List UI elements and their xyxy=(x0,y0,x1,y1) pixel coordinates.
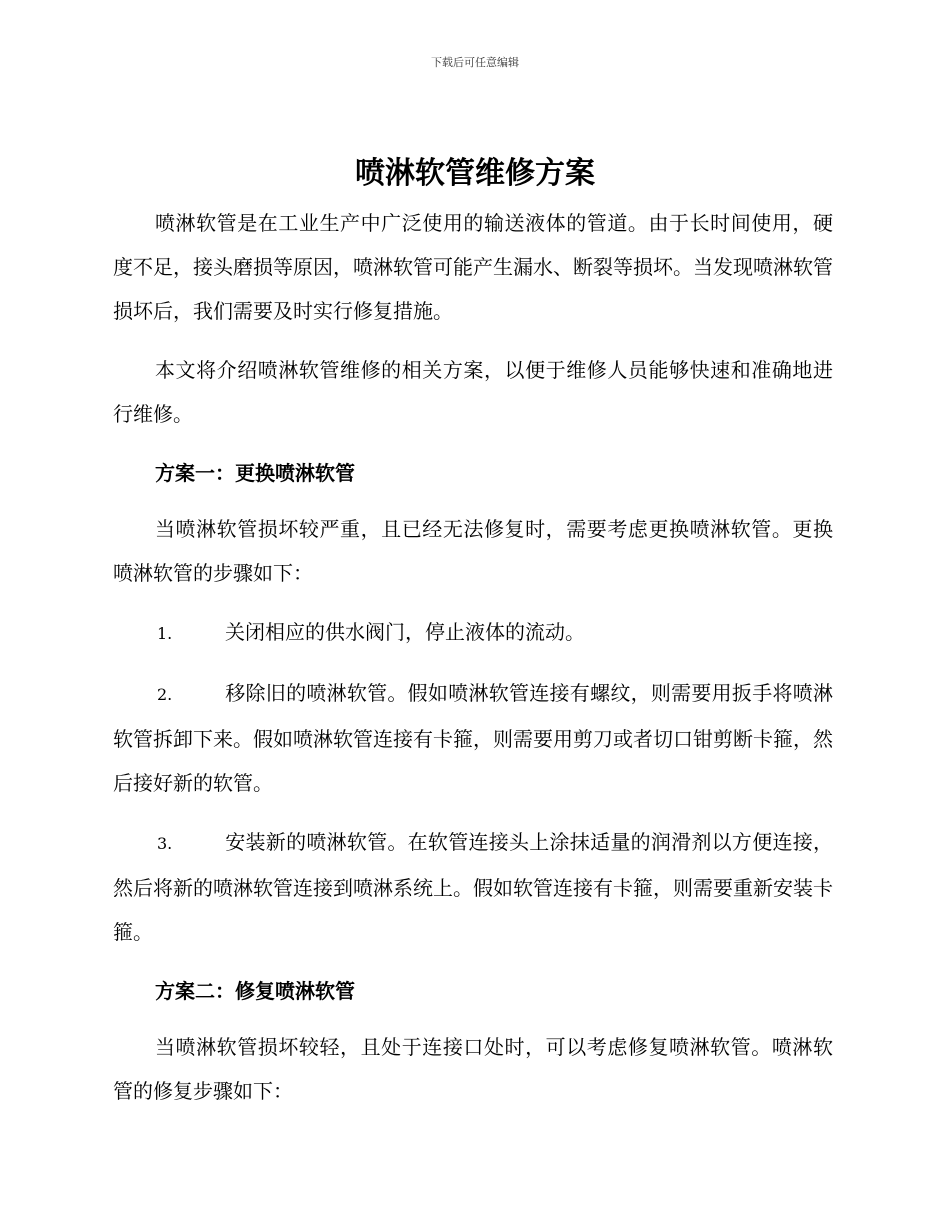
step-text: 安装新的喷淋软管。在软管连接头上涂抹适量的润滑剂以方便连接，然后将新的喷淋软管连接到喷淋系统上。假如软管连接有卡箍，则需要重新安装卡箍。 xyxy=(113,830,833,944)
step-number: 2. xyxy=(157,685,173,704)
plan1-step-3 xyxy=(113,820,833,954)
step-text: 关闭相应的供水阀门，停止液体的流动。 xyxy=(225,620,585,644)
step-number: 3. xyxy=(157,834,173,853)
plan1-step-2 xyxy=(113,671,833,805)
document-body xyxy=(113,201,833,1128)
plan2-intro: 当喷淋软管损坏较轻，且处于连接口处时，可以考虑修复喷淋软管。喷淋软管的修复步骤如下： xyxy=(113,1035,833,1103)
intro-paragraph-2: 本文将介绍喷淋软管维修的相关方案，以便于维修人员能够快速和准确地进行维修。 xyxy=(113,358,833,426)
plan1-heading: 方案一：更换喷淋软管 xyxy=(155,461,355,485)
plan2-heading: 方案二：修复喷淋软管 xyxy=(155,979,355,1003)
header-note: 下载后可任意编辑 xyxy=(431,56,519,69)
step-text: 移除旧的喷淋软管。假如喷淋软管连接有螺纹，则需要用扳手将喷淋软管拆卸下来。假如喷淋软管连接有卡箍，则需要用剪刀或者切口钳剪断卡箍，然后接好新的软管。 xyxy=(113,681,833,795)
step-number: 1. xyxy=(157,624,173,643)
plan1-intro: 当喷淋软管损坏较严重，且已经无法修复时，需要考虑更换喷淋软管。更换喷淋软管的步骤如下： xyxy=(113,517,833,585)
intro-paragraph-1: 喷淋软管是在工业生产中广泛使用的输送液体的管道。由于长时间使用，硬度不足，接头磨损等原因，喷淋软管可能产生漏水、断裂等损坏。当发现喷淋软管损坏后，我们需要及时实行修复措施。 xyxy=(113,211,833,323)
plan1-step-1 xyxy=(113,610,833,656)
document-title: 喷淋软管维修方案 xyxy=(355,156,595,191)
